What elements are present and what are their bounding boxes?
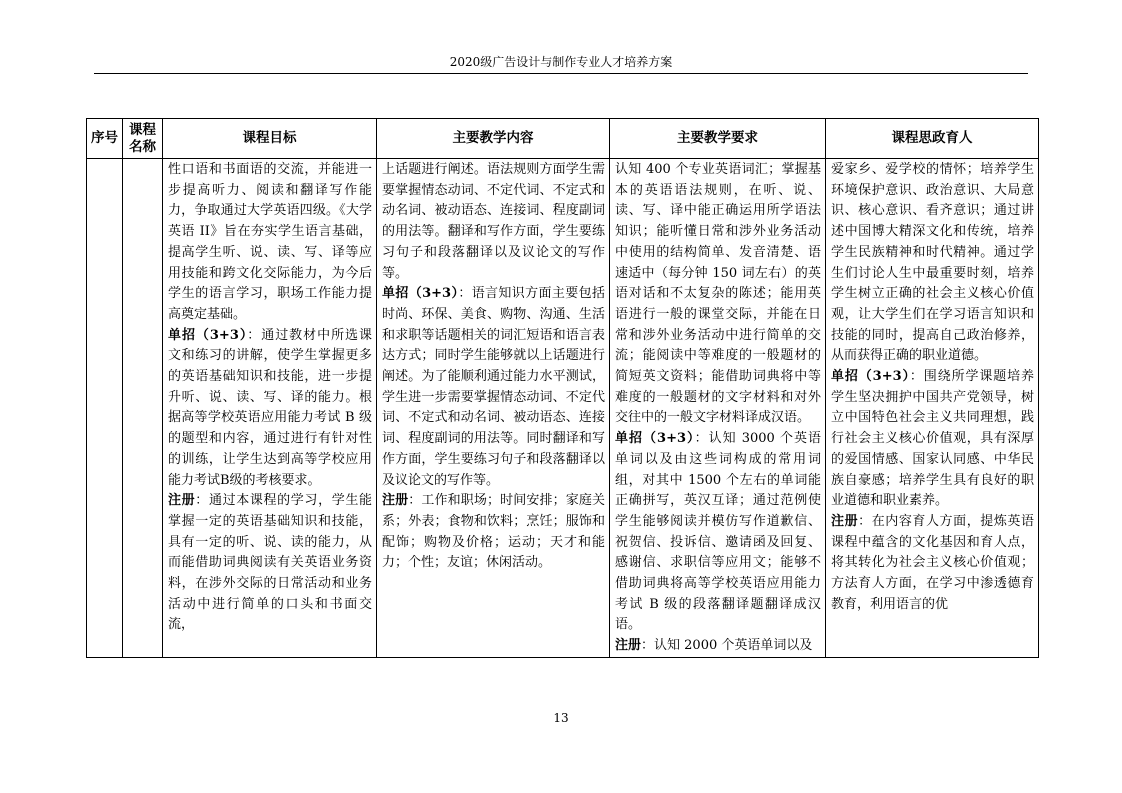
cell-index — [87, 159, 123, 658]
paragraph-text: 爱家乡、爱学校的情怀；培养学生环境保护意识、政治意识、大局意识、核心意识、看齐意识；通过讲述中国博大精深文化和传统，培养学生民族精神和时代精神。通过学生们讨论人生中最重要时刻，培养学生树立正确的社会主义核心价值观，让大学生们在学习语言知识和技能的同时，提高自己政治修养，从而获得正确的职业道德。 — [831, 162, 1034, 364]
page-number: 13 — [553, 711, 569, 725]
header-requirement: 主要教学要求 — [610, 119, 826, 159]
paragraph-text: ：语言知识方面主要包括时尚、环保、美食、购物、沟通、生活和求职等话题相关的词汇短语和语言表达方式；同时学生能够就以上话题进行阐述。为了能顺利通过能力水平测试，学生进一步需要掌握情态动词、不定代词、不定式和动名词、被动语态、连接词、程度副词的用法等。同时翻译和写作方面，学生要练习句子和段落翻译以及议论文的写作等。 — [382, 286, 605, 488]
header-ideology: 课程思政育人 — [826, 119, 1039, 159]
paragraph — [168, 491, 372, 636]
paragraph-text: ：在内容育人方面，提炼英语课程中蕴含的文化基因和育人点，将其转化为社会主义核心价值观；方法育人方面，在学习中渗透德育教育，利用语言的优 — [831, 513, 1034, 612]
paragraph-text: ：通过本课程的学习，学生能掌握一定的英语基础知识和技能，具有一定的听、说、读的能力，从而能借助词典阅读有关英语业务资料，在涉外交际的日常活动和业务活动中进行简单的口头和书面交流， — [168, 493, 372, 633]
paragraph-lead: 单招（3+3） — [615, 431, 695, 447]
header-divider — [94, 73, 1028, 74]
paragraph-text: ：认知 3000 个英语单词以及由这些词构成的常用词组，对其中 1500 个左右的单词能正确拼写，英汉互译；通过范例使学生能够阅读并模仿写作道歉信、祝贺信、投诉信、邀请函及回复、感谢信、求职信等应用文；能够不借助词典将高等学校英语应用能力考试 B 级的段落翻译题翻译成汉语。 — [615, 431, 822, 633]
paragraph — [168, 160, 372, 326]
header-content: 主要教学内容 — [377, 119, 610, 159]
cell-objective — [163, 159, 377, 658]
paragraph — [615, 636, 821, 657]
header-objective: 课程目标 — [163, 119, 377, 159]
paragraph-text: ：认知 2000 个英语单词以及 — [641, 638, 813, 654]
paragraph — [382, 284, 605, 491]
paragraph — [831, 367, 1034, 512]
document-header-title: 2020级广告设计与制作专业人才培养方案 — [449, 55, 673, 69]
paragraph — [168, 326, 372, 492]
paragraph — [831, 160, 1034, 367]
paragraph-lead: 单招（3+3） — [168, 327, 248, 343]
cell-course-name — [123, 159, 163, 658]
paragraph-text: ：工作和职场；时间安排；家庭关系；外表；食物和饮料；烹饪；服饰和配饰；购物及价格；运动；天才和能力；个性；友谊；休闲活动。 — [382, 493, 605, 571]
table-header-row — [87, 119, 1039, 159]
paragraph — [382, 491, 605, 574]
cell-ideology — [826, 159, 1039, 658]
paragraph-text: 认知 400 个专业英语词汇；掌握基本的英语语法规则，在听、说、读、写、译中能正确运用所学语法知识；能听懂日常和涉外业务活动中使用的结构简单、发音清楚、语速适中（每分钟 150 词左右）的英语对话和不太复杂的陈述；能用英语进行一般的课堂交际，并能在日常和涉外业务活动中进行简单的交流；能阅读中等难度的一般题材的简短英文资料；能借助词典将中等难度的一般题材的文字材料和对外交往中的一般文字材料译成汉语。 — [615, 162, 821, 426]
paragraph-text: 性口语和书面语的交流，并能进一步提高听力、阅读和翻译写作能力，争取通过大学英语四级。《大学英语 II》旨在夯实学生语言基础，提高学生听、说、读、写、译等应用技能和跨文化交际能力，为今后学生的语言学习，职场工作能力提高奠定基础。 — [168, 162, 372, 322]
paragraph-lead: 注册 — [168, 493, 196, 509]
paragraph-lead: 单招（3+3） — [831, 369, 910, 385]
paragraph — [831, 512, 1034, 616]
paragraph-lead: 注册 — [831, 513, 859, 529]
cell-requirement — [610, 159, 826, 658]
paragraph — [382, 160, 605, 284]
paragraph-lead: 注册 — [382, 493, 409, 509]
paragraph — [615, 429, 821, 636]
paragraph-text: 上话题进行阐述。语法规则方面学生需要掌握情态动词、不定代词、不定式和动名词、被动语态、连接词、程度副词的用法等。翻译和写作方面，学生要练习句子和段落翻译以及议论文的写作等。 — [382, 162, 605, 281]
cell-content — [377, 159, 610, 658]
paragraph-text: ：通过教材中所选课文和练习的讲解，使学生掌握更多的英语基础知识和技能，进一步提升听、说、读、写、译的能力。根据高等学校英语应用能力考试 B 级的题型和内容，通过进行有针对性的训练，让学生达到高等学校应用能力考试B级的考核要求。 — [168, 327, 372, 488]
header-course-name: 课程名称 — [123, 119, 163, 159]
paragraph-lead: 注册 — [615, 638, 642, 654]
paragraph-text: ：围绕所学课题培养学生坚决拥护中国共产党领导，树立中国特色社会主义共同理想，践行社会主义核心价值观，具有深厚的爱国情感、国家认同感、中华民族自豪感；培养学生具有良好的职业道德和职业素养。 — [831, 369, 1034, 509]
paragraph — [615, 160, 821, 429]
paragraph-lead: 单招（3+3） — [382, 286, 459, 302]
table-row — [87, 159, 1039, 658]
curriculum-table — [86, 118, 1039, 658]
header-index: 序号 — [87, 119, 123, 159]
